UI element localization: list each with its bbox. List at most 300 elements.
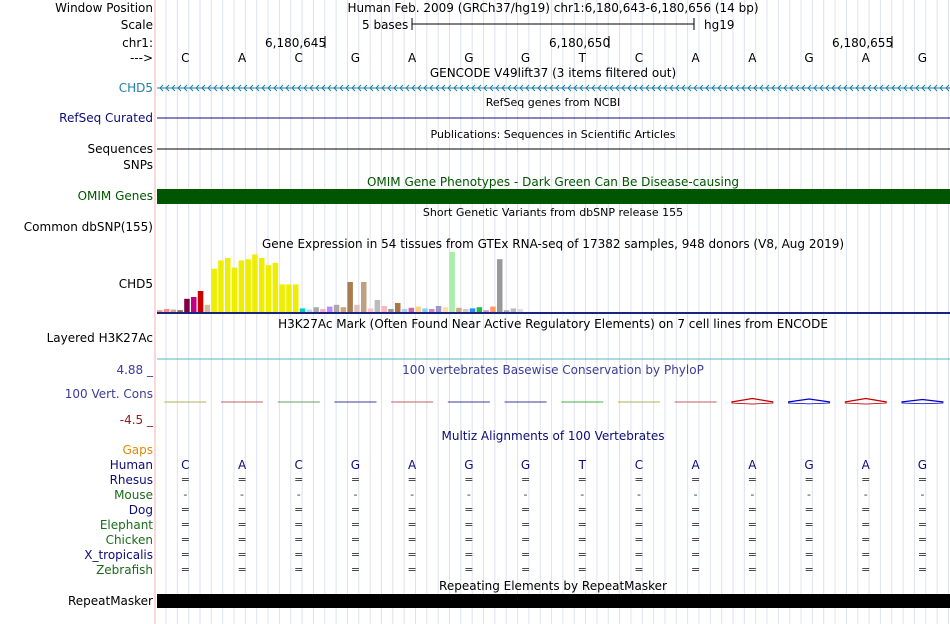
alignment-match: = — [634, 533, 644, 546]
alignment-base: G — [804, 458, 814, 472]
gtex-tissue-bar — [171, 310, 177, 312]
gencode-strand-arrow — [892, 85, 895, 91]
gencode-strand-arrow — [544, 85, 547, 91]
base-letter: G — [464, 51, 474, 65]
gtex-tissue-bar — [341, 307, 347, 312]
h3k27ac-track-label[interactable]: Layered H3K27Ac — [46, 331, 153, 345]
gencode-strand-arrow — [358, 85, 361, 91]
alignment-match: = — [350, 503, 361, 516]
alignment-match: = — [180, 548, 190, 561]
alignment-match: = — [917, 548, 928, 561]
base-letter: A — [748, 51, 757, 65]
alignment-match: - — [863, 488, 868, 501]
alignment-match: = — [634, 563, 644, 576]
gtex-tissue-bar — [320, 309, 326, 312]
gencode-strand-arrow — [718, 85, 721, 91]
base-letter: A — [861, 51, 870, 65]
alignment-match: = — [804, 548, 814, 561]
gtex-tissue-bar — [177, 310, 183, 312]
gencode-strand-arrow — [394, 85, 397, 91]
species-label[interactable]: Dog — [128, 503, 153, 517]
gtex-tissue-bar — [504, 310, 510, 312]
gencode-strand-arrow — [934, 85, 937, 91]
gencode-strand-arrow — [196, 85, 199, 91]
species-label[interactable]: Zebrafish — [96, 563, 153, 577]
gencode-strand-arrow — [412, 85, 415, 91]
gencode-strand-arrow — [646, 85, 649, 91]
gencode-strand-arrow — [232, 85, 235, 91]
dbsnp-track-label[interactable]: Common dbSNP(155) — [23, 220, 153, 234]
gtex-tissue-bar — [157, 310, 163, 312]
alignment-base: G — [464, 458, 474, 472]
gtex-track-title[interactable]: Gene Expression in 54 tissues from GTEx RNA-seq of 17382 samples, 948 donors (V8, Aug 2019) — [261, 237, 845, 251]
gencode-strand-arrow — [880, 85, 883, 91]
gencode-strand-arrow — [652, 85, 655, 91]
species-label[interactable]: Mouse — [114, 488, 153, 502]
alignment-match: = — [350, 563, 361, 576]
alignment-match: = — [520, 533, 531, 546]
gencode-strand-arrow — [430, 85, 433, 91]
gencode-strand-arrow — [640, 85, 643, 91]
gencode-strand-arrow — [508, 85, 511, 91]
gencode-strand-arrow — [214, 85, 217, 91]
alignment-match: - — [580, 488, 585, 501]
gencode-strand-arrow — [520, 85, 523, 91]
alignment-match: = — [577, 503, 587, 516]
alignment-base: G — [917, 458, 928, 472]
alignment-match: = — [350, 518, 361, 531]
species-label[interactable]: Elephant — [99, 518, 153, 532]
gtex-tissue-bar — [347, 282, 353, 312]
phylop-max-label: 4.88 _ — [116, 363, 153, 377]
refseq-track-title[interactable]: RefSeq genes from NCBI — [485, 96, 621, 109]
gtex-tissue-bar — [279, 284, 285, 312]
gencode-strand-arrow — [946, 85, 949, 91]
scale-bar-text: 5 bases — [362, 18, 409, 32]
gencode-strand-arrow — [268, 85, 271, 91]
omim-track-title[interactable]: OMIM Gene Phenotypes - Dark Green Can Be Disease-causing — [366, 175, 740, 189]
phylop-mark — [901, 403, 943, 404]
alignment-match: - — [807, 488, 812, 501]
gencode-strand-arrow — [766, 85, 769, 91]
gtex-tissue-bar — [409, 308, 415, 312]
gencode-strand-arrow — [166, 85, 169, 91]
species-label[interactable]: X_tropicalis — [84, 548, 153, 562]
gencode-strand-arrow — [256, 85, 259, 91]
gencode-strand-arrow — [322, 85, 325, 91]
alignment-match: = — [180, 563, 190, 576]
alignment-match: = — [294, 518, 304, 531]
alignment-match: = — [237, 533, 247, 546]
gtex-tissue-bar — [490, 307, 496, 312]
gtex-tissue-bar — [456, 308, 462, 312]
gtex-tissue-bar — [293, 284, 299, 312]
gencode-strand-arrow — [334, 85, 337, 91]
gtex-tissue-bar — [198, 291, 204, 312]
gtex-tissue-bar — [334, 305, 340, 312]
alignment-match: = — [294, 563, 304, 576]
gtex-tissue-bar — [361, 282, 367, 312]
gtex-tissue-bar — [211, 269, 217, 312]
alignment-match: = — [861, 473, 871, 486]
gencode-strand-arrow — [160, 85, 163, 91]
base-letter: A — [237, 51, 247, 65]
gencode-strand-arrow — [754, 85, 757, 91]
refseq-track-label[interactable]: RefSeq Curated — [59, 111, 153, 125]
gencode-strand-arrow — [586, 85, 589, 91]
gencode-strand-arrow — [562, 85, 565, 91]
gencode-strand-arrow — [292, 85, 295, 91]
species-label[interactable]: Rhesus — [109, 473, 153, 487]
gencode-strand-arrow — [514, 85, 517, 91]
phylop-min-label: -4.5 _ — [119, 413, 153, 427]
gencode-strand-arrow — [364, 85, 367, 91]
gencode-strand-arrow — [736, 85, 739, 91]
gencode-track-title[interactable]: GENCODE V49lift37 (3 items filtered out) — [429, 66, 677, 80]
alignment-match: - — [920, 488, 925, 501]
alignment-base: A — [748, 458, 757, 472]
alignment-match: = — [634, 473, 644, 486]
base-letter: T — [578, 51, 586, 65]
gencode-strand-arrow — [664, 85, 667, 91]
alignment-match: = — [180, 473, 190, 486]
repeatmasker-bar — [157, 594, 950, 608]
alignment-match: = — [691, 503, 701, 516]
gtex-track-label[interactable]: CHD5 — [118, 277, 153, 291]
alignment-match: = — [861, 533, 871, 546]
gencode-strand-arrow — [538, 85, 541, 91]
gencode-strand-arrow — [310, 85, 313, 91]
alignment-match: = — [237, 503, 247, 516]
gencode-strand-arrow — [910, 85, 913, 91]
gencode-strand-arrow — [826, 85, 829, 91]
gtex-tissue-bar — [422, 308, 428, 312]
gtex-tissue-bar — [239, 260, 245, 312]
gencode-strand-arrow — [790, 85, 793, 91]
gencode-strand-arrow — [724, 85, 727, 91]
alignment-match: = — [520, 548, 531, 561]
alignment-match: = — [747, 563, 757, 576]
alignment-match: = — [294, 503, 304, 516]
alignment-match: = — [464, 518, 474, 531]
gtex-tissue-bar — [273, 263, 279, 312]
gencode-strand-arrow — [742, 85, 745, 91]
alignment-match: - — [466, 488, 471, 501]
gencode-strand-arrow — [814, 85, 817, 91]
phylop-mark — [731, 399, 773, 403]
gencode-strand-arrow — [778, 85, 781, 91]
gtex-tissue-bar — [449, 252, 455, 312]
gencode-strand-arrow — [820, 85, 823, 91]
position-label: 6,180,645 — [265, 36, 327, 50]
alignment-match: = — [237, 518, 247, 531]
gencode-strand-arrow — [862, 85, 865, 91]
alignment-match: = — [180, 533, 190, 546]
repeatmasker-track-label[interactable]: RepeatMasker — [67, 594, 153, 608]
base-letter: G — [350, 51, 361, 65]
gencode-strand-arrow — [802, 85, 805, 91]
chrom-label: chr1: — [122, 36, 153, 50]
base-letter: G — [917, 51, 928, 65]
gtex-tissue-bar — [184, 299, 190, 312]
gencode-strand-arrow — [262, 85, 265, 91]
gencode-strand-arrow — [370, 85, 373, 91]
alignment-base: G — [350, 458, 361, 472]
alignment-match: = — [804, 518, 814, 531]
alignment-match: = — [407, 533, 417, 546]
omim-track-label[interactable]: OMIM Genes — [77, 189, 153, 203]
alignment-match: = — [917, 473, 928, 486]
phylop-mark — [788, 399, 830, 402]
phylop-mark — [788, 403, 830, 404]
gencode-strand-arrow — [670, 85, 673, 91]
alignment-base: A — [408, 458, 417, 472]
alignment-match: = — [634, 548, 644, 561]
gencode-strand-arrow — [328, 85, 331, 91]
species-label[interactable]: Chicken — [105, 533, 153, 547]
alignment-match: = — [407, 518, 417, 531]
alignment-match: = — [577, 563, 587, 576]
window-position-text: Human Feb. 2009 (GRCh37/hg19) chr1:6,180,643-6,180,656 (14 bp) — [347, 1, 759, 15]
gtex-tissue-bar — [252, 254, 258, 312]
gencode-strand-arrow — [682, 85, 685, 91]
alignment-match: = — [520, 518, 531, 531]
h3k27ac-track-title[interactable]: H3K27Ac Mark (Often Found Near Active Regulatory Elements) on 7 cell lines from ENCODE — [278, 317, 828, 331]
alignment-match: - — [183, 488, 188, 501]
gencode-strand-arrow — [658, 85, 661, 91]
dbsnp-track-title[interactable]: Short Genetic Variants from dbSNP release 155 — [422, 206, 684, 219]
alignment-match: = — [804, 533, 814, 546]
alignment-match: = — [747, 533, 757, 546]
alignment-base: A — [861, 458, 870, 472]
gencode-strand-arrow — [694, 85, 697, 91]
gtex-tissue-bar — [388, 309, 394, 312]
alignment-match: = — [520, 503, 531, 516]
gtex-tissue-bar — [402, 309, 408, 312]
phylop-track-title[interactable]: 100 vertebrates Basewise Conservation by PhyloP — [402, 363, 704, 377]
gencode-strand-arrow — [532, 85, 535, 91]
publications-track-title[interactable]: Publications: Sequences in Scientific Articles — [430, 128, 676, 141]
base-letter: A — [691, 51, 700, 65]
gencode-strand-arrow — [550, 85, 553, 91]
gtex-tissue-bar — [266, 265, 272, 312]
alignment-match: = — [577, 548, 587, 561]
gencode-strand-arrow — [616, 85, 619, 91]
gtex-tissue-bar — [429, 309, 435, 312]
gencode-strand-arrow — [808, 85, 811, 91]
gencode-strand-arrow — [556, 85, 559, 91]
base-letter: C — [181, 51, 190, 65]
gencode-strand-arrow — [850, 85, 853, 91]
alignment-match: = — [747, 518, 757, 531]
alignment-match: = — [407, 548, 417, 561]
gencode-strand-arrow — [316, 85, 319, 91]
alignment-match: - — [353, 488, 358, 501]
gencode-strand-arrow — [676, 85, 679, 91]
alignment-base: C — [294, 458, 303, 472]
alignment-match: = — [917, 503, 928, 516]
gtex-tissue-bar — [477, 307, 483, 312]
alignment-match: = — [861, 518, 871, 531]
gencode-strand-arrow — [466, 85, 469, 91]
gtex-tissue-bar — [436, 306, 442, 312]
gencode-strand-arrow — [442, 85, 445, 91]
phylop-mark — [731, 403, 773, 404]
gencode-strand-arrow — [940, 85, 943, 91]
gencode-strand-arrow — [436, 85, 439, 91]
alignment-base: T — [578, 458, 586, 472]
alignment-base: A — [691, 458, 700, 472]
multiz-track-title[interactable]: Multiz Alignments of 100 Vertebrates — [441, 429, 665, 443]
alignment-base: G — [520, 458, 531, 472]
gtex-tissue-bar — [307, 310, 313, 312]
window-position-label: Window Position — [55, 1, 153, 15]
snps-track-label[interactable]: SNPs — [123, 158, 153, 172]
alignment-match: = — [294, 533, 304, 546]
alignment-base: A — [237, 458, 247, 472]
publications-track-label[interactable]: Sequences — [87, 142, 153, 156]
alignment-match: = — [464, 548, 474, 561]
gencode-strand-arrow — [190, 85, 193, 91]
gencode-strand-arrow — [238, 85, 241, 91]
gencode-strand-arrow — [250, 85, 253, 91]
base-letter: C — [294, 51, 303, 65]
gencode-strand-arrow — [592, 85, 595, 91]
gencode-strand-arrow — [418, 85, 421, 91]
gencode-strand-arrow — [628, 85, 631, 91]
gencode-strand-arrow — [172, 85, 175, 91]
gencode-strand-arrow — [928, 85, 931, 91]
alignment-match: = — [804, 563, 814, 576]
phylop-mark — [845, 403, 887, 404]
gtex-tissue-bar — [218, 260, 224, 312]
alignment-match: = — [861, 548, 871, 561]
gtex-tissue-bar — [245, 259, 251, 312]
gencode-strand-arrow — [856, 85, 859, 91]
gtex-tissue-bar — [463, 309, 469, 312]
gencode-strand-arrow — [484, 85, 487, 91]
gencode-strand-arrow — [922, 85, 925, 91]
gtex-tissue-bar — [497, 259, 503, 312]
gencode-strand-arrow — [874, 85, 877, 91]
repeatmasker-track-title[interactable]: Repeating Elements by RepeatMasker — [439, 579, 667, 593]
gencode-strand-arrow — [526, 85, 529, 91]
gencode-strand-arrow — [280, 85, 283, 91]
gtex-tissue-bar — [164, 309, 170, 312]
gtex-tissue-bar — [225, 258, 231, 312]
gtex-tissue-bar — [381, 306, 387, 312]
gtex-tissue-bar — [205, 305, 211, 312]
alignment-match: = — [634, 503, 644, 516]
gencode-strand-arrow — [496, 85, 499, 91]
position-label: 6,180,650 — [549, 36, 611, 50]
gtex-tissue-bar — [443, 307, 449, 312]
gtex-tissue-bar — [354, 305, 360, 312]
alignment-match: - — [636, 488, 641, 501]
gtex-tissue-bar — [300, 308, 306, 312]
gencode-strand-arrow — [598, 85, 601, 91]
gencode-strand-arrow — [688, 85, 691, 91]
alignment-match: - — [240, 488, 245, 501]
gencode-strand-arrow — [706, 85, 709, 91]
gencode-strand-arrow — [208, 85, 211, 91]
gencode-strand-arrow — [904, 85, 907, 91]
phylop-track-label[interactable]: 100 Vert. Cons — [64, 387, 153, 401]
gencode-strand-arrow — [490, 85, 493, 91]
gencode-strand-arrow — [610, 85, 613, 91]
alignment-match: - — [750, 488, 755, 501]
gencode-strand-arrow — [346, 85, 349, 91]
position-label: 6,180,655 — [832, 36, 894, 50]
gtex-tissue-bar — [517, 309, 523, 312]
alignment-match: = — [464, 533, 474, 546]
gencode-strand-arrow — [220, 85, 223, 91]
gencode-strand-arrow — [448, 85, 451, 91]
alignment-match: = — [464, 503, 474, 516]
alignment-match: = — [861, 563, 871, 576]
gencode-strand-arrow — [898, 85, 901, 91]
gencode-strand-arrow — [796, 85, 799, 91]
alignment-match: = — [294, 473, 304, 486]
alignment-match: = — [804, 503, 814, 516]
alignment-match: = — [804, 473, 814, 486]
alignment-match: - — [410, 488, 415, 501]
alignment-match: = — [407, 473, 417, 486]
gencode-strand-arrow — [244, 85, 247, 91]
alignment-base: C — [634, 458, 644, 472]
gencode-strand-arrow — [832, 85, 835, 91]
alignment-match: = — [917, 533, 928, 546]
gaps-label[interactable]: Gaps — [122, 443, 153, 457]
gencode-strand-arrow — [274, 85, 277, 91]
gencode-strand-arrow — [226, 85, 229, 91]
alignment-match: = — [407, 563, 417, 576]
gencode-strand-arrow — [838, 85, 841, 91]
alignment-match: = — [691, 533, 701, 546]
gencode-strand-arrow — [700, 85, 703, 91]
alignment-match: = — [180, 518, 190, 531]
alignment-match: = — [634, 518, 644, 531]
phylop-mark — [901, 400, 943, 403]
gtex-tissue-bar — [375, 300, 381, 312]
gencode-strand-arrow — [886, 85, 889, 91]
species-label[interactable]: Human — [109, 458, 153, 472]
gencode-strand-arrow — [478, 85, 481, 91]
gencode-strand-arrow — [574, 85, 577, 91]
base-letter: A — [408, 51, 417, 65]
gencode-strand-arrow — [916, 85, 919, 91]
alignment-match: = — [350, 533, 361, 546]
gencode-strand-arrow — [424, 85, 427, 91]
gtex-tissue-bar — [415, 307, 421, 312]
gencode-strand-arrow — [844, 85, 847, 91]
alignment-match: = — [464, 563, 474, 576]
gtex-tissue-bar — [511, 308, 516, 312]
gencode-strand-arrow — [184, 85, 187, 91]
alignment-match: = — [917, 563, 928, 576]
gtex-tissue-bar — [259, 258, 265, 312]
gtex-tissue-bar — [470, 308, 476, 312]
gtex-tissue-bar — [232, 268, 238, 312]
omim-bar — [157, 189, 950, 204]
gencode-strand-arrow — [502, 85, 505, 91]
alignment-match: = — [747, 548, 757, 561]
gencode-strand-arrow — [400, 85, 403, 91]
gencode-track-label[interactable]: CHD5 — [118, 81, 153, 95]
gencode-strand-arrow — [352, 85, 355, 91]
gencode-strand-arrow — [388, 85, 391, 91]
alignment-match: - — [523, 488, 528, 501]
